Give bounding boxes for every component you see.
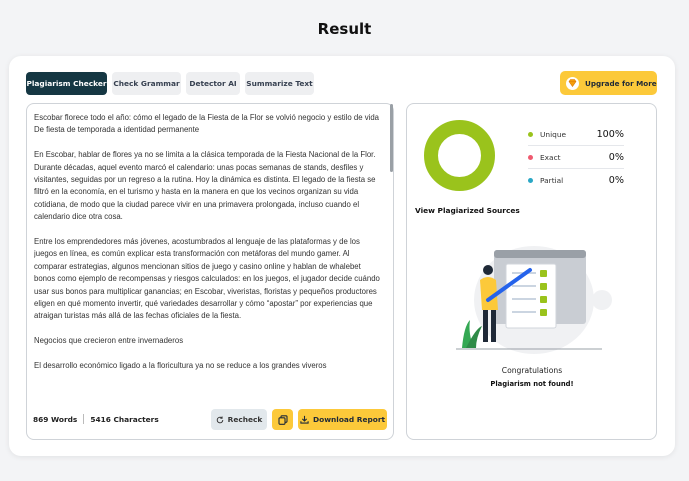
upgrade-label: Upgrade for More [585,78,657,88]
diamond-icon [566,77,579,90]
legend-label: Partial [540,175,564,185]
success-illustration-icon [452,240,612,360]
text-paragraph: El desarrollo económico ligado a la floricultura ya no se reduce a los grandes viveros [34,361,327,371]
legend-label: Unique [540,129,567,139]
text-paragraph: Entre los emprendedores más jóvenes, acostumbrados al lenguaje de las plataformas y de los juegos en línea, es común explicar esta transformación con metáforas del mundo gamer. Al comparar estrategias, algunos mencionan sitios de juego y casino online y hablan de whalebet bonos como ejemplo de recompensas y riesgos calculados: en los juegos, el jugador decide cuándo usar sus bonos para multiplicar ganancias; en Escobar, viveristas, floristas y pequeños productores eligen en qué momento invertir, qué variedades desarrollar y cómo “apostar” por experiencias que atraigan turistas más allá de las fechas oficiales de la fiesta. [34,237,380,321]
divider [83,414,84,424]
tab-check-grammar[interactable]: Check Grammar [112,72,181,95]
recheck-label: Recheck [227,415,263,424]
result-donut-chart [424,120,495,191]
text-paragraph: Escobar florece todo el año: cómo el legado de la Fiesta de la Flor se volvió negocio y estilo de vida De fiesta de temporada a identidad permanente [34,113,379,135]
view-plagiarized-sources[interactable]: View Plagiarized Sources [415,206,520,215]
download-report-button[interactable] [298,409,387,430]
copy-button[interactable] [272,409,293,430]
tab-detector-ai[interactable]: Detector AI [186,72,240,95]
text-paragraph: En Escobar, hablar de flores ya no se limita a la clásica temporada de la Fiesta Nacional de la Flor. Durante décadas, aquel evento marcó el calendario: unas pocas semanas de stands, desfiles y visitantes, seguidas por un regreso a la rutina. Hoy la dinámica es distinta. El legado de la fiesta se filtró en la economía, en el turismo y hasta en la manera en que los vecinos organizan su vida cotidiana, de modo que la ciudad parece vivir en una primavera prolongada, incluso cuando el calendario dice otra cosa. [34,150,376,222]
page-title: Result [317,20,372,38]
unique-dot [528,132,533,137]
exact-dot [528,155,533,160]
text-stats [33,414,159,424]
legend-exact [528,147,624,167]
copy-icon [278,415,288,425]
word-count: 869 Words [33,414,78,424]
legend-value: 100% [596,128,624,140]
recheck-button[interactable] [211,409,267,430]
legend-partial [528,170,624,190]
refresh-icon [216,416,224,424]
divider [528,168,624,169]
tab-summarize-text[interactable]: Summarize Text [245,72,314,95]
download-label: Download Report [312,415,385,424]
partial-dot [528,178,533,183]
text-paragraph: Negocios que crecieron entre invernaderos [34,336,184,346]
congrats-text: Congratulations [501,366,563,375]
plagiarism-not-found-text: Plagiarism not found! [490,380,574,388]
text-scrollbar[interactable] [390,104,393,172]
text-editor[interactable] [34,112,384,402]
upgrade-button[interactable] [560,71,657,95]
legend-value: 0% [608,174,624,186]
tab-plagiarism-checker[interactable]: Plagiarism Checker [26,72,107,95]
legend-value: 0% [608,151,624,163]
legend-unique [528,124,624,144]
legend-label: Exact [540,152,561,162]
divider [528,145,624,146]
character-count: 5416 Characters [90,414,159,424]
download-icon [300,415,309,424]
